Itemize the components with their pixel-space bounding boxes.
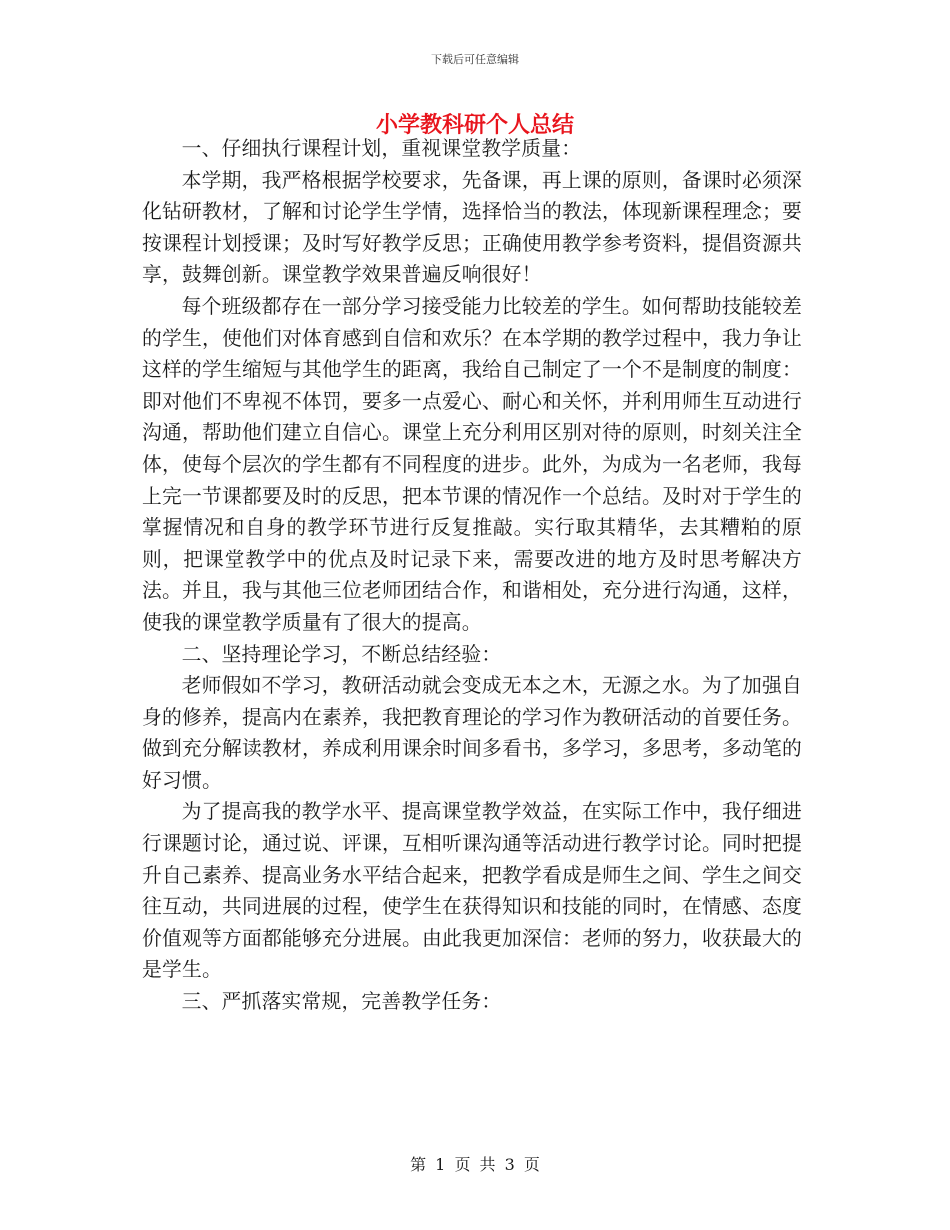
body-paragraph: 本学期，我严格根据学校要求，先备课，再上课的原则，备课时必须深化钻研教材，了解和讨论学生学情，选择恰当的教法，体现新课程理念；要按课程计划授课；及时写好教学反思；正确使用教学参考资料，提倡资源共享，鼓舞创新。课堂教学效果普遍反响很好！ — [142, 168, 802, 287]
section-heading-1: 一、仔细执行课程计划，重视课堂教学质量： — [181, 137, 582, 160]
page-number: 第 1 页 共 3 页 — [410, 1155, 540, 1174]
section-heading-3: 三、严抓落实常规，完善教学任务： — [181, 990, 502, 1014]
document-title: 小学教科研个人总结 — [375, 112, 574, 138]
page-header-note: 下载后可任意编辑 — [431, 53, 519, 66]
body-paragraph: 为了提高我的教学水平、提高课堂教学效益，在实际工作中，我仔细进行课题讨论，通过说、评课，互相听课沟通等活动进行教学讨论。同时把提升自己素养、提高业务水平结合起来，把教学看成是师生之间、学生之间交往互动，共同进展的过程，使学生在获得知识和技能的同时，在情感、态度价值观等方面都能够充分进展。由此我更加深信：老师的努力，收获最大的是学生。 — [142, 800, 802, 982]
body-paragraph: 每个班级都存在一部分学习接受能力比较差的学生。如何帮助技能较差的学生，使他们对体育感到自信和欢乐？在本学期的教学过程中，我力争让这样的学生缩短与其他学生的距离，我给自己制定了一个不是制度的制度：即对他们不卑视不体罚，要多一点爱心、耐心和关怀，并利用师生互动进行沟通，帮助他们建立自信心。课堂上充分利用区别对待的原则，时刻关注全体，使每个层次的学生都有不同程度的进步。此外，为成为一名老师，我每上完一节课都要及时的反思，把本节课的情况作一个总结。及时对于学生的掌握情况和自身的教学环节进行反复推敲。实行取其精华，去其糟粕的原则，把课堂教学中的优点及时记录下来，需要改进的地方及时思考解决方法。并且，我与其他三位老师团结合作，和谐相处，充分进行沟通，这样，使我的课堂教学质量有了很大的提高。 — [142, 294, 802, 634]
document-body — [142, 133, 802, 1018]
body-paragraph: 老师假如不学习，教研活动就会变成无本之木，无源之水。为了加强自身的修养，提高内在素养，我把教育理论的学习作为教研活动的首要任务。做到充分解读教材，养成利用课余时间多看书，多学习，多思考，多动笔的好习惯。 — [142, 674, 802, 792]
section-heading-2: 二、坚持理论学习，不断总结经验： — [181, 642, 502, 666]
